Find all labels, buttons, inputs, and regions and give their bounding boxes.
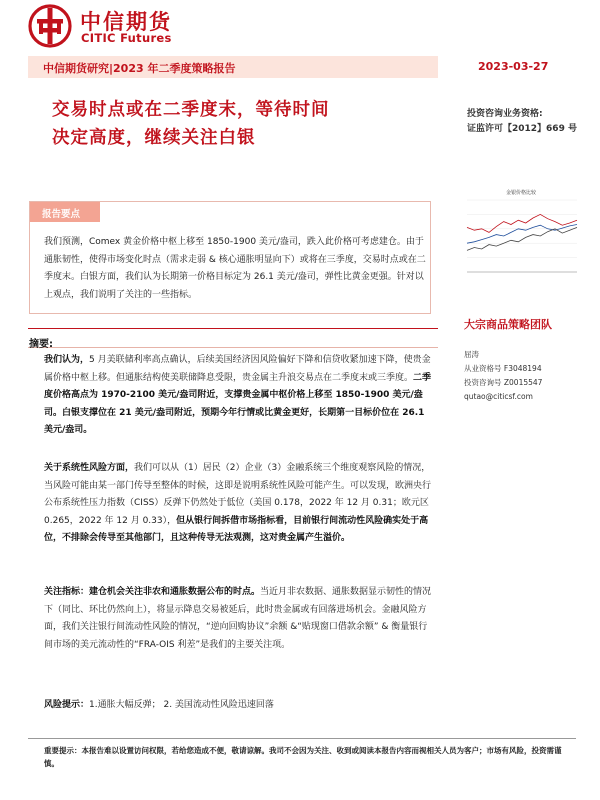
section-divider-bottom [28,347,438,348]
price-chart [459,186,583,278]
analyst-email[interactable]: qutao@citicsf.com [464,392,533,401]
report-series: 中信期货研究|2023 年二季度策略报告 [43,62,236,75]
risk-warning [44,697,274,710]
analyst-license-1: 从业资格号 F3048194 [464,364,542,373]
analyst-name: 屈涛 [464,350,479,359]
paragraph-2-lead: 关于系统性风险方面， [44,463,135,473]
summary-tab-label: 报告要点 [42,209,81,220]
report-date: 2023-03-27 [478,60,549,73]
analyst-info [464,348,542,404]
abstract-label: 摘要: [29,339,53,350]
paragraph-2-emphasis: 但从银行间拆借市场指标看，目前银行间流动性风险确实处于高位，不排除会传导至其他部门，且这种传导无法观测，这对贵金属产生溢价。 [44,515,429,543]
abstract-paragraph-2 [44,460,436,548]
risk-text: 1.通胀大幅反弹； 2. 美国流动性风险迅速回落 [89,700,274,710]
footer-disclaimer: 重要提示：本报告难以设置访问权限，若给您造成不便，敬请谅解。我司不会因为关注、收到或阅读本报告内容而视相关人员为客户；市场有风险，投资需谨慎。 [44,746,562,768]
summary-text: 我们预测，Comex 黄金价格中枢上移至 1850-1900 美元/盎司，跌入此价格可考虑建仓。由于通胀韧性，使得市场变化时点（需求走弱 & 核心通胀明显向下）或将在三季度，交易时点或在二季度末。白银方面，我们认为长期第一价格目标定为 26.1 美元/盎司，弹性比黄金更强。针对以上观点，我们说明了关注的一些指标。 [44,237,426,300]
section-divider-top [28,328,438,329]
brand-name-en: CITIC Futures [81,31,172,45]
footer-divider [28,738,576,739]
brand-name-cn: 中信期货 [80,10,172,34]
chart-line-series-2 [467,225,577,244]
risk-lead: 风险提示： [44,700,90,710]
report-title [52,96,442,152]
abstract-paragraph-3 [44,584,436,654]
analyst-license-2: 投资咨询号 Z0015547 [464,378,543,387]
report-series-banner [28,56,438,78]
team-name: 大宗商品策略团队 [464,318,552,331]
qualification-line-1: 投资咨询业务资格: [467,109,543,119]
qualification-block [467,107,577,137]
title-line-2: 决定高度，继续关注白银 [52,128,256,148]
paragraph-2-text: 我们可以从（1）居民（2）企业（3）金融系统三个维度观察风险的情况，当风险可能由某一部门传导至整体的时候，这即是说明系统性风险可能产生。可以发现，欧洲央行公布系统性压力指数（CISS）反弹下仍然处于低位（美国 0.178，2022 年 12 月 0.31；欧元区 0.265，2022 年 12 月 0.33）， [44,463,432,526]
citic-futures-logo [28,4,218,48]
citic-logo-icon [28,4,72,48]
paragraph-1-emphasis: 二季度价格高点为 1970-2100 美元/盎司附近，支撑贵金属中枢价格上移至 1850-1900 美元/盎司。白银支撑位在 21 美元/盎司附近，预期今年行情或比黄金更好，长期第一目标价位在 26.1 美元/盎司。 [44,372,432,435]
title-line-1: 交易时点或在二季度末，等待时间 [52,100,330,120]
chart-title: 金银价格比较 [505,190,537,196]
paragraph-3-emphasis: 建仓机会关注非农和通胀数据公布的时点。 [89,587,261,597]
paragraph-1-lead: 我们认为， [44,355,90,365]
summary-tab [30,202,100,222]
paragraph-3-text: 当近月非农数据、通胀数据显示韧性的情况下（同比、环比仍然向上），将显示降息交易被延后，此时贵金属或有回落进场机会。金融风险方面，我们关注银行间流动性风险的情况，“逆向回购协议”余额 &“贴现窗口借款余额” & 衡量银行间市场的美元流动性的“FRA-OIS 利差”是我们的主要关注项。 [44,587,432,650]
abstract-paragraph-1 [44,352,436,440]
paragraph-1-text: 5 月美联储利率高点确认，后续美国经济因风险偏好下降和信贷收紧加速下降，使贵金属价格中枢上移。但通胀结构使美联储降息受限，贵金属主升浪交易点在二季度末或三季度。 [44,355,431,383]
paragraph-3-lead: 关注指标： [44,587,90,597]
qualification-line-2: 证监许可【2012】669 号 [467,124,577,134]
